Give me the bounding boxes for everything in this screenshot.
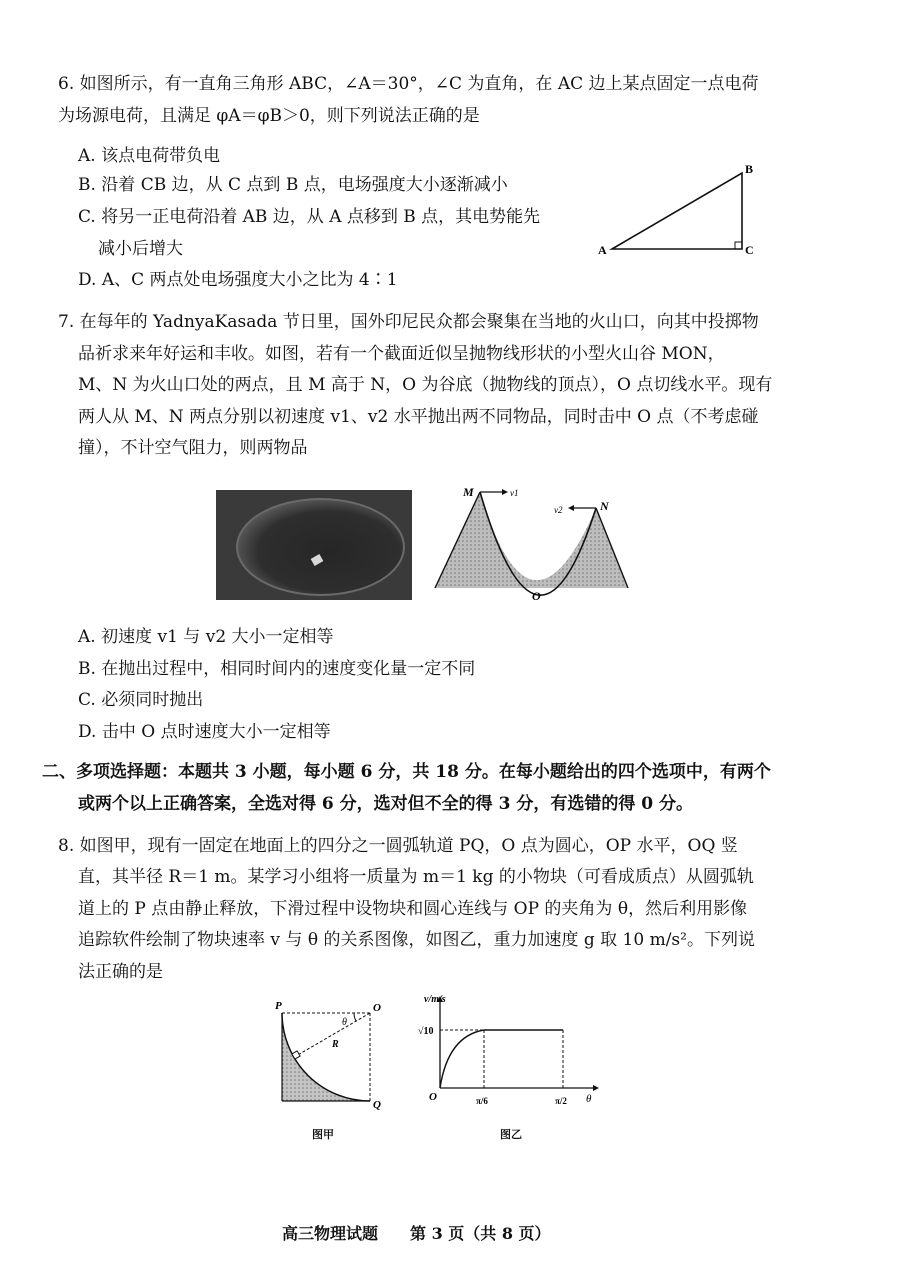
label-b: B	[745, 162, 754, 176]
label-xtick2: π/2	[555, 1096, 567, 1106]
fig-yi-caption: 图乙	[500, 1128, 522, 1141]
page-footer: 高三物理试题 第 3 页（共 8 页）	[282, 1224, 551, 1243]
q7-parabola-figure	[430, 480, 630, 605]
section2-header-line2: 或两个以上正确答案，全选对得 6 分，选对但不全的得 3 分，有选错的得 0 分。	[78, 794, 693, 814]
q8-stem-line3: 道上的 P 点由静止释放，下滑过程中设物块和圆心连线与 OP 的夹角为 θ，然后利用影像	[78, 899, 748, 919]
q8-fig-jia	[270, 995, 395, 1120]
label-o: O	[532, 589, 541, 603]
label-n: N	[600, 499, 609, 513]
q8-stem-line2: 直，其半径 R＝1 m。某学习小组将一质量为 m＝1 kg 的小物块（可看成质点）从圆弧轨	[78, 867, 754, 887]
q7-option-d: D. 击中 O 点时速度大小一定相等	[78, 722, 331, 742]
q8-stem-line1: 8. 如图甲，现有一固定在地面上的四分之一圆弧轨道 PQ，O 点为圆心，OP 水平，OQ 竖	[58, 836, 738, 856]
q7-option-b: B. 在抛出过程中，相同时间内的速度变化量一定不同	[78, 659, 476, 679]
label-ytick: √10	[418, 1026, 434, 1037]
q6-option-c: C. 将另一正电荷沿着 AB 边，从 A 点移到 B 点，其电势能先	[78, 207, 541, 227]
label-xaxis: θ	[586, 1093, 592, 1105]
label-origin: O	[429, 1091, 437, 1103]
label-v1: v1	[510, 488, 519, 498]
q7-option-c: C. 必须同时抛出	[78, 690, 204, 710]
label-q: Q	[373, 1099, 381, 1111]
section2-header-line1: 二、多项选择题：本题共 3 小题，每小题 6 分，共 18 分。在每小题给出的四个选项中，有两个	[42, 762, 771, 782]
label-r: R	[332, 1039, 339, 1050]
q6-stem-line2: 为场源电荷，且满足 φA＝φB＞0，则下列说法正确的是	[58, 106, 480, 126]
q8-stem-line4: 追踪软件绘制了物块速率 v 与 θ 的关系图像，如图乙，重力加速度 g 取 10 m/s²。下列说	[78, 930, 755, 950]
label-c: C	[745, 243, 754, 257]
q6-triangle-figure	[590, 155, 770, 265]
label-theta: θ	[342, 1017, 347, 1028]
label-p: P	[275, 1000, 282, 1012]
volcano-crater-photo	[216, 490, 412, 600]
q7-stem-line3: M、N 为火山口处的两点，且 M 高于 N，O 为谷底（抛物线的顶点），O 点切线水平。现有	[78, 375, 773, 395]
q8-stem-line5: 法正确的是	[78, 962, 163, 982]
fig-jia-caption: 图甲	[312, 1128, 334, 1141]
label-o-jia: O	[373, 1002, 381, 1014]
q6-option-b: B. 沿着 CB 边，从 C 点到 B 点，电场强度大小逐渐减小	[78, 175, 508, 195]
label-v2: v2	[554, 505, 563, 515]
q7-stem-line1: 7. 在每年的 YadnyaKasada 节日里，国外印尼民众都会聚集在当地的火山口，向其中投掷物	[58, 312, 759, 332]
q6-option-c-continued: 减小后增大	[98, 239, 183, 259]
q6-option-d: D. A、C 两点处电场强度大小之比为 4∶1	[78, 270, 398, 290]
label-a: A	[598, 243, 607, 257]
q7-stem-line5: 撞），不计空气阻力，则两物品	[78, 438, 308, 458]
label-m: M	[463, 485, 474, 499]
q6-option-a: A. 该点电荷带负电	[78, 146, 221, 166]
q7-option-a: A. 初速度 v1 与 v2 大小一定相等	[78, 627, 334, 647]
q7-stem-line4: 两人从 M、N 两点分别以初速度 v1、v2 水平抛出两不同物品，同时击中 O 点（不考虑碰	[78, 407, 759, 427]
label-xtick1: π/6	[476, 1096, 488, 1106]
q6-stem-line1: 6. 如图所示，有一直角三角形 ABC，∠A＝30°，∠C 为直角，在 AC 边上某点固定一点电荷	[58, 74, 759, 94]
q7-stem-line2: 品祈求来年好运和丰收。如图，若有一个截面近似呈抛物线形状的小型火山谷 MON，	[78, 344, 725, 364]
label-yaxis: v/m/s	[424, 994, 446, 1005]
q8-fig-yi	[418, 992, 603, 1122]
